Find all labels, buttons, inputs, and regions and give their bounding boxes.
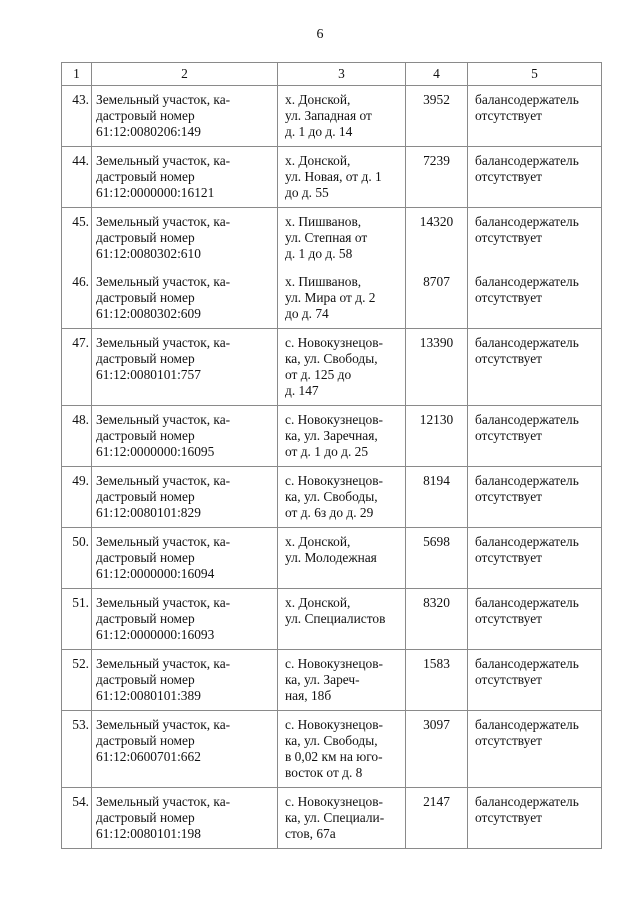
description-cell xyxy=(92,650,278,711)
address-cell-line: с. Новокузнецов- xyxy=(285,656,383,671)
row-number-cell: 49. xyxy=(62,467,92,528)
header-col-5: 5 xyxy=(468,63,602,86)
holder-cell xyxy=(468,650,602,711)
description-cell-line: дастровый номер xyxy=(96,810,195,825)
address-cell xyxy=(278,406,406,467)
description-cell-line: Земельный участок, ка- xyxy=(96,153,231,168)
address-cell-line: с. Новокузнецов- xyxy=(285,412,383,427)
holder-cell xyxy=(468,528,602,589)
holder-cell-line: отсутствует xyxy=(475,351,542,366)
description-cell xyxy=(92,589,278,650)
description-cell-line: 61:12:0000000:16095 xyxy=(96,444,215,459)
row-number-cell: 48. xyxy=(62,406,92,467)
address-cell-line: ул. Молодежная xyxy=(285,550,377,565)
holder-cell xyxy=(468,711,602,788)
address-cell-line: ка, ул. Зареч- xyxy=(285,672,360,687)
holder-cell xyxy=(468,268,602,329)
description-cell-line: Земельный участок, ка- xyxy=(96,473,231,488)
holder-cell-line: отсутствует xyxy=(475,230,542,245)
table-row xyxy=(62,86,602,147)
area-cell: 7239 xyxy=(406,147,468,208)
description-cell xyxy=(92,86,278,147)
header-col-1: 1 xyxy=(62,63,92,86)
address-cell xyxy=(278,528,406,589)
table-row xyxy=(62,268,602,329)
holder-cell xyxy=(468,467,602,528)
description-cell-line: 61:12:0000000:16093 xyxy=(96,627,215,642)
address-cell-line: от д. 6з до д. 29 xyxy=(285,505,374,520)
address-cell-line: стов, 67а xyxy=(285,826,336,841)
area-cell: 8320 xyxy=(406,589,468,650)
table-row xyxy=(62,406,602,467)
description-cell xyxy=(92,208,278,269)
header-col-4: 4 xyxy=(406,63,468,86)
header-col-2: 2 xyxy=(92,63,278,86)
holder-cell-line: отсутствует xyxy=(475,611,542,626)
address-cell-line: с. Новокузнецов- xyxy=(285,473,383,488)
row-number-cell: 46. xyxy=(62,268,92,329)
table-row xyxy=(62,788,602,849)
description-cell-line: 61:12:0080302:609 xyxy=(96,306,201,321)
holder-cell-line: отсутствует xyxy=(475,489,542,504)
row-number-cell: 47. xyxy=(62,329,92,406)
table-row xyxy=(62,329,602,406)
holder-cell-line: балансодержатель xyxy=(475,534,579,549)
description-cell xyxy=(92,147,278,208)
address-cell-line: восток от д. 8 xyxy=(285,765,363,780)
holder-cell-line: отсутствует xyxy=(475,733,542,748)
description-cell-line: 61:12:0080101:198 xyxy=(96,826,201,841)
description-cell-line: дастровый номер xyxy=(96,733,195,748)
address-cell-line: ка, ул. Заречная, xyxy=(285,428,378,443)
address-cell-line: с. Новокузнецов- xyxy=(285,794,383,809)
address-cell-line: ул. Мира от д. 2 xyxy=(285,290,376,305)
holder-cell-line: балансодержатель xyxy=(475,92,579,107)
holder-cell-line: отсутствует xyxy=(475,108,542,123)
area-cell: 5698 xyxy=(406,528,468,589)
area-cell: 8707 xyxy=(406,268,468,329)
row-number-cell: 54. xyxy=(62,788,92,849)
description-cell-line: Земельный участок, ка- xyxy=(96,335,231,350)
holder-cell-line: балансодержатель xyxy=(475,214,579,229)
address-cell-line: до д. 74 xyxy=(285,306,329,321)
holder-cell-line: балансодержатель xyxy=(475,473,579,488)
description-cell-line: дастровый номер xyxy=(96,108,195,123)
address-cell xyxy=(278,86,406,147)
description-cell-line: 61:12:0000000:16121 xyxy=(96,185,215,200)
holder-cell xyxy=(468,208,602,269)
table-row xyxy=(62,208,602,269)
address-cell-line: до д. 55 xyxy=(285,185,329,200)
description-cell-line: Земельный участок, ка- xyxy=(96,274,231,289)
table-row xyxy=(62,467,602,528)
holder-cell-line: балансодержатель xyxy=(475,335,579,350)
description-cell-line: дастровый номер xyxy=(96,489,195,504)
row-number-cell: 53. xyxy=(62,711,92,788)
holder-cell-line: балансодержатель xyxy=(475,274,579,289)
area-cell: 3097 xyxy=(406,711,468,788)
holder-cell-line: отсутствует xyxy=(475,810,542,825)
description-cell-line: Земельный участок, ка- xyxy=(96,656,231,671)
description-cell xyxy=(92,467,278,528)
description-cell-line: Земельный участок, ка- xyxy=(96,412,231,427)
table-row xyxy=(62,589,602,650)
table-row xyxy=(62,147,602,208)
area-cell: 3952 xyxy=(406,86,468,147)
description-cell xyxy=(92,329,278,406)
description-cell-line: дастровый номер xyxy=(96,290,195,305)
row-number-cell: 50. xyxy=(62,528,92,589)
area-cell: 14320 xyxy=(406,208,468,269)
address-cell-line: ка, ул. Свободы, xyxy=(285,733,378,748)
holder-cell-line: отсутствует xyxy=(475,672,542,687)
holder-cell-line: балансодержатель xyxy=(475,595,579,610)
address-cell-line: д. 1 до д. 58 xyxy=(285,246,353,261)
address-cell-line: ул. Степная от xyxy=(285,230,368,245)
address-cell-line: х. Донской, xyxy=(285,153,351,168)
address-cell-line: с. Новокузнецов- xyxy=(285,717,383,732)
address-cell xyxy=(278,147,406,208)
description-cell xyxy=(92,711,278,788)
holder-cell-line: отсутствует xyxy=(475,550,542,565)
holder-cell xyxy=(468,406,602,467)
holder-cell-line: отсутствует xyxy=(475,169,542,184)
description-cell-line: Земельный участок, ка- xyxy=(96,717,231,732)
address-cell xyxy=(278,650,406,711)
description-cell-line: 61:12:0080101:389 xyxy=(96,688,201,703)
description-cell-line: 61:12:0080302:610 xyxy=(96,246,201,261)
holder-cell xyxy=(468,589,602,650)
area-cell: 8194 xyxy=(406,467,468,528)
holder-cell xyxy=(468,329,602,406)
address-cell-line: ул. Западная от xyxy=(285,108,372,123)
description-cell-line: 61:12:0000000:16094 xyxy=(96,566,215,581)
address-cell xyxy=(278,208,406,269)
description-cell-line: Земельный участок, ка- xyxy=(96,92,231,107)
header-row xyxy=(62,63,602,86)
description-cell-line: дастровый номер xyxy=(96,351,195,366)
holder-cell xyxy=(468,147,602,208)
description-cell-line: дастровый номер xyxy=(96,428,195,443)
header-col-3: 3 xyxy=(278,63,406,86)
description-cell-line: дастровый номер xyxy=(96,672,195,687)
address-cell-line: д. 1 до д. 14 xyxy=(285,124,353,139)
address-cell-line: х. Донской, xyxy=(285,595,351,610)
address-cell-line: ка, ул. Свободы, xyxy=(285,351,378,366)
description-cell-line: 61:12:0080206:149 xyxy=(96,124,201,139)
row-number-cell: 51. xyxy=(62,589,92,650)
description-cell xyxy=(92,406,278,467)
address-cell-line: х. Пишванов, xyxy=(285,274,362,289)
address-cell xyxy=(278,788,406,849)
holder-cell xyxy=(468,788,602,849)
area-cell: 1583 xyxy=(406,650,468,711)
holder-cell-line: отсутствует xyxy=(475,290,542,305)
address-cell xyxy=(278,467,406,528)
address-cell-line: с. Новокузнецов- xyxy=(285,335,383,350)
holder-cell-line: балансодержатель xyxy=(475,153,579,168)
row-number-cell: 52. xyxy=(62,650,92,711)
address-cell-line: х. Донской, xyxy=(285,92,351,107)
row-number-cell: 45. xyxy=(62,208,92,269)
holder-cell-line: балансодержатель xyxy=(475,717,579,732)
page-number: 6 xyxy=(316,27,324,42)
address-cell xyxy=(278,589,406,650)
table-row xyxy=(62,528,602,589)
address-cell-line: д. 147 xyxy=(285,383,319,398)
area-cell: 12130 xyxy=(406,406,468,467)
description-cell-line: дастровый номер xyxy=(96,611,195,626)
address-cell-line: х. Донской, xyxy=(285,534,351,549)
holder-cell-line: балансодержатель xyxy=(475,656,579,671)
description-cell xyxy=(92,528,278,589)
description-cell-line: Земельный участок, ка- xyxy=(96,595,231,610)
description-cell-line: Земельный участок, ка- xyxy=(96,214,231,229)
description-cell-line: 61:12:0080101:757 xyxy=(96,367,201,382)
address-cell-line: ка, ул. Специали- xyxy=(285,810,385,825)
table-row xyxy=(62,650,602,711)
property-table xyxy=(61,62,602,849)
description-cell-line: Земельный участок, ка- xyxy=(96,794,231,809)
area-cell: 2147 xyxy=(406,788,468,849)
table-row xyxy=(62,711,602,788)
address-cell xyxy=(278,711,406,788)
address-cell-line: ная, 18б xyxy=(285,688,332,703)
address-cell-line: от д. 125 до xyxy=(285,367,352,382)
address-cell xyxy=(278,268,406,329)
address-cell-line: ка, ул. Свободы, xyxy=(285,489,378,504)
address-cell xyxy=(278,329,406,406)
description-cell-line: дастровый номер xyxy=(96,230,195,245)
holder-cell xyxy=(468,86,602,147)
holder-cell-line: балансодержатель xyxy=(475,794,579,809)
description-cell xyxy=(92,788,278,849)
address-cell-line: ул. Новая, от д. 1 xyxy=(285,169,382,184)
row-number-cell: 44. xyxy=(62,147,92,208)
address-cell-line: от д. 1 до д. 25 xyxy=(285,444,369,459)
description-cell-line: дастровый номер xyxy=(96,550,195,565)
holder-cell-line: балансодержатель xyxy=(475,412,579,427)
description-cell-line: Земельный участок, ка- xyxy=(96,534,231,549)
description-cell-line: 61:12:0080101:829 xyxy=(96,505,201,520)
description-cell-line: дастровый номер xyxy=(96,169,195,184)
holder-cell-line: отсутствует xyxy=(475,428,542,443)
description-cell xyxy=(92,268,278,329)
address-cell-line: х. Пишванов, xyxy=(285,214,362,229)
address-cell-line: ул. Специалистов xyxy=(285,611,386,626)
row-number-cell: 43. xyxy=(62,86,92,147)
area-cell: 13390 xyxy=(406,329,468,406)
address-cell-line: в 0,02 км на юго- xyxy=(285,749,383,764)
description-cell-line: 61:12:0600701:662 xyxy=(96,749,201,764)
